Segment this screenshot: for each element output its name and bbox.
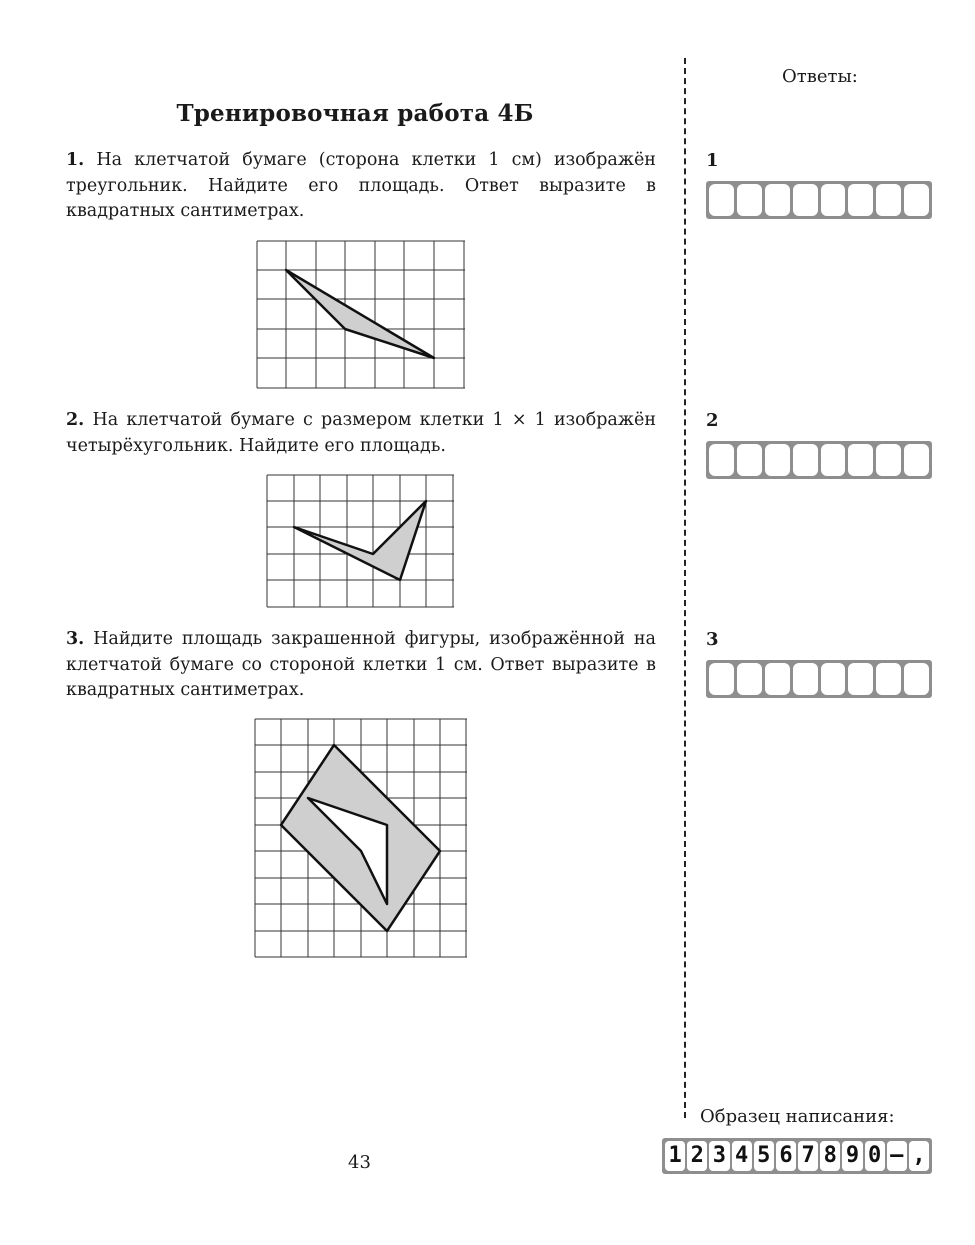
problem-3-statement: Найдите площадь закрашенной фигуры, изображённой на клетчатой бумаге со стороной клетки 1 см. Ответ выразите в квадратных сантиметрах.: [66, 629, 656, 700]
problem-2-text: [66, 408, 656, 459]
problem-1-text: [66, 148, 656, 225]
problem-2-statement: На клетчатой бумаге с размером клетки 1 × 1 изображён четырёхугольник. Найдите его площадь.: [66, 410, 656, 456]
answer-3-field[interactable]: [706, 660, 932, 698]
problem-1-statement: На клетчатой бумаге (сторона клетки 1 см) изображён треугольник. Найдите его площадь. Ответ выразите в квадратных сантиметрах.: [66, 150, 656, 221]
problem-3-text: [66, 627, 656, 704]
quadrilateral-shape: [294, 501, 426, 580]
page-title: Тренировочная работа 4Б: [176, 100, 534, 127]
answer-1-label: 1: [706, 150, 719, 171]
figure-2-quadrilateral-grid: [266, 474, 456, 610]
page-number: 43: [348, 1152, 371, 1173]
sample-glyph: 1: [665, 1141, 685, 1171]
sample-glyph: 2: [687, 1141, 707, 1171]
answer-2-field[interactable]: [706, 441, 932, 479]
triangle-shape: [286, 270, 434, 358]
sample-glyph: 6: [776, 1141, 796, 1171]
sample-glyph: 8: [820, 1141, 840, 1171]
problem-3-number: 3.: [66, 629, 85, 649]
sample-glyph: 7: [798, 1141, 818, 1171]
sample-glyph: 5: [754, 1141, 774, 1171]
dashed-divider: [684, 58, 686, 1118]
sample-glyph: 9: [842, 1141, 862, 1171]
answers-heading: Ответы:: [782, 66, 858, 87]
problem-2-number: 2.: [66, 410, 85, 430]
problem-1-number: 1.: [66, 150, 85, 170]
figure-1-triangle-grid: [256, 240, 466, 390]
sample-label: Образец написания:: [700, 1106, 895, 1127]
sample-glyph: 4: [732, 1141, 752, 1171]
answer-1-field[interactable]: [706, 181, 932, 219]
answer-3-label: 3: [706, 629, 719, 650]
sample-glyph: 3: [709, 1141, 729, 1171]
answer-2-label: 2: [706, 410, 719, 431]
sample-glyph: –: [887, 1141, 907, 1171]
figure-3-shaded-grid: [254, 718, 469, 960]
sample-digits: [662, 1138, 932, 1174]
sample-glyph: ,: [909, 1141, 929, 1171]
sample-glyph: 0: [865, 1141, 885, 1171]
